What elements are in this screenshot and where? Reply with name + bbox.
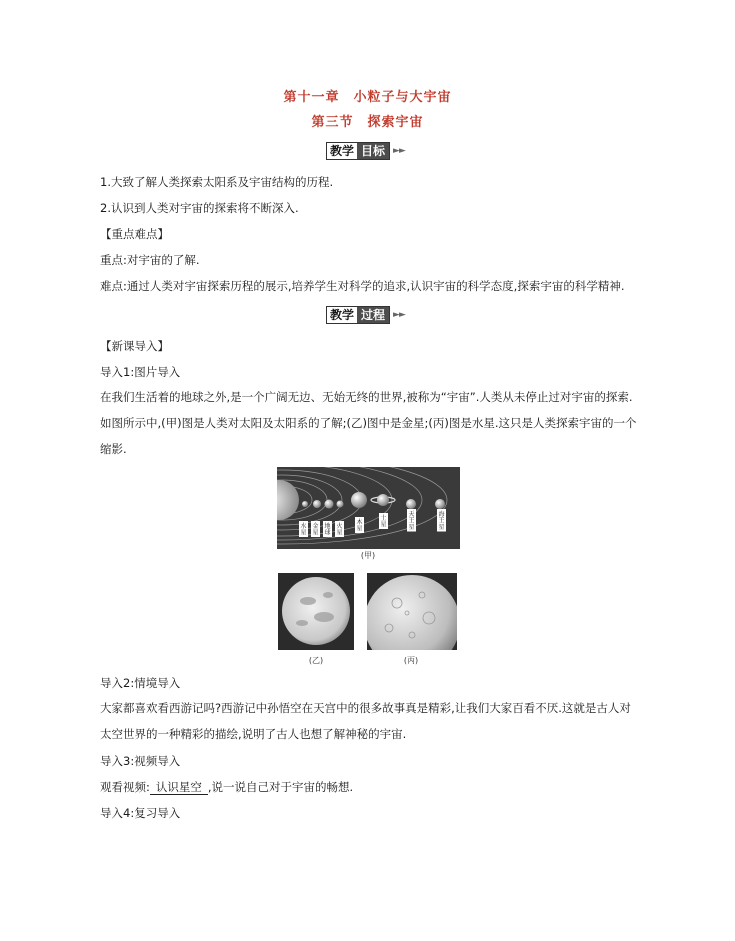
new-lesson-heading: 【新课导入】 [100, 339, 169, 353]
intro-3-title: 导入3:视频导入 [100, 754, 181, 768]
svg-text:火: 火 [336, 523, 343, 530]
section-title: 第三节 探索宇宙 [311, 115, 424, 130]
chapter-title: 第十一章 小粒子与大宇宙 [283, 90, 452, 105]
svg-text:土: 土 [380, 515, 387, 522]
svg-text:星: 星 [380, 521, 387, 529]
svg-text:星: 星 [408, 524, 415, 531]
intro-2-title: 导入2:情境导入 [100, 676, 181, 690]
objective-1: 1.大致了解人类探索太阳系及宇宙结构的历程. [100, 175, 334, 189]
solar-system-image [277, 467, 460, 549]
planet-label [323, 521, 332, 537]
banner-left-text: 教学 [327, 307, 357, 323]
svg-text:球: 球 [324, 529, 331, 537]
banner-right-text: 目标 [357, 143, 389, 159]
figure-caption-jia: (甲) [360, 551, 376, 560]
intro-1-title: 导入1:图片导入 [100, 365, 181, 379]
figure-caption-yi: (乙) [308, 656, 324, 665]
banner-left-text: 教学 [327, 143, 357, 159]
intro-3-prefix: 观看视频: [100, 780, 150, 794]
svg-text:星: 星 [336, 529, 343, 537]
planet-label [355, 517, 364, 533]
planet-label [379, 513, 388, 529]
intro-3-text [100, 780, 353, 795]
teaching-process-banner [326, 305, 405, 324]
svg-text:水: 水 [300, 523, 307, 530]
mercury-image [367, 573, 457, 650]
objective-2: 2.认识到人类对宇宙的探索将不断深入. [100, 201, 299, 215]
planet-label [437, 509, 446, 532]
key-difficulty: 难点:通过人类对宇宙探索历程的展示,培养学生对科学的追求,认识宇宙的科学态度,探索宇宙的科学精神. [100, 279, 625, 293]
intro-4-title: 导入4:复习导入 [100, 806, 181, 820]
planet-label [335, 521, 344, 537]
svg-text:地: 地 [324, 523, 331, 530]
intro-2-text: 大家都喜欢看西游记吗?西游记中孙悟空在天宫中的很多故事真是精彩,让我们大家百看不厌.这就是古人对太空世界的一种精彩的描绘,说明了古人也想了解神秘的宇宙. [100, 701, 631, 741]
svg-text:星: 星 [312, 529, 319, 537]
figure-caption-bing: (丙) [403, 656, 419, 665]
svg-text:木: 木 [356, 519, 363, 526]
key-focus: 重点:对宇宙的了解. [100, 253, 200, 267]
planet-label [299, 521, 308, 537]
svg-text:星: 星 [356, 525, 363, 533]
svg-text:星: 星 [438, 524, 445, 531]
double-arrow-icon: ►► [393, 145, 405, 156]
svg-text:王: 王 [438, 517, 445, 525]
venus-image [278, 573, 354, 650]
planet-label [311, 521, 320, 537]
double-arrow-icon: ►► [393, 309, 405, 320]
key-points-heading: 【重点难点】 [100, 227, 169, 241]
planet-label [407, 509, 416, 532]
svg-text:天: 天 [408, 511, 415, 518]
intro-1-text: 在我们生活着的地球之外,是一个广阔无边、无始无终的世界,被称为“宇宙”.人类从未停止过对宇宙的探索.如图所示中,(甲)图是人类对太阳及太阳系的了解;(乙)图中是金星;(丙)图是水星.这只是人类探索宇宙的一个缩影. [100, 390, 637, 456]
svg-text:金: 金 [312, 523, 319, 530]
svg-text:海: 海 [438, 511, 445, 518]
teaching-objectives-banner [326, 141, 405, 160]
svg-text:星: 星 [300, 529, 307, 537]
banner-right-text: 过程 [357, 307, 389, 323]
video-title-blank: 认识星空 [150, 780, 208, 795]
intro-3-suffix: ,说一说自己对于宇宙的畅想. [207, 780, 354, 794]
svg-text:王: 王 [408, 517, 415, 525]
